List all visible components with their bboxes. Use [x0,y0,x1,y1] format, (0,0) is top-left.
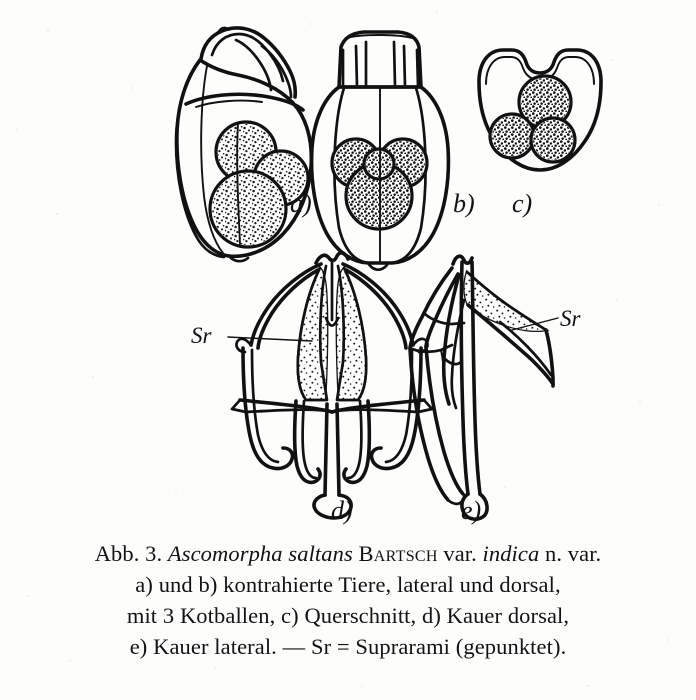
panel-e-trophi-lateral [410,256,582,525]
panel-b-dorsal-animal [312,32,475,270]
caption-line-2: a) und b) kontrahierte Tiere, lateral und dorsal, [135,572,561,597]
caption-line-1 [0,538,696,569]
panel-label-c: c) [512,189,533,218]
sr-label-right: Sr [560,306,581,331]
caption-line-4: e) Kauer lateral. — Sr = Suprarami (gepunktet). [129,634,567,659]
panel-label-e: e) [461,496,482,525]
panel-a-lateral-animal [176,28,312,262]
fecal-pellets-a [210,122,308,247]
fecal-pellets-c [490,76,575,162]
caption-abb-number: Abb. 3. [94,541,163,566]
figure-caption [0,538,696,662]
caption-var-word: var. [443,541,477,566]
caption-variety-name: indica [482,541,540,566]
caption-nvar-suffix: n. var. [544,541,602,566]
panel-d-trophi-dorsal [191,253,432,525]
panel-c-cross-section [479,50,601,218]
panel-label-d: d) [331,496,353,525]
panel-label-a: a) [290,189,312,218]
sr-label-left: Sr [191,323,212,348]
caption-line-3: mit 3 Kotballen, c) Querschnitt, d) Kauer dorsal, [126,603,570,628]
panel-label-b: b) [453,189,475,218]
caption-species-name: Ascomorpha saltans [167,541,353,566]
caption-author-name: Bartsch [358,541,438,566]
